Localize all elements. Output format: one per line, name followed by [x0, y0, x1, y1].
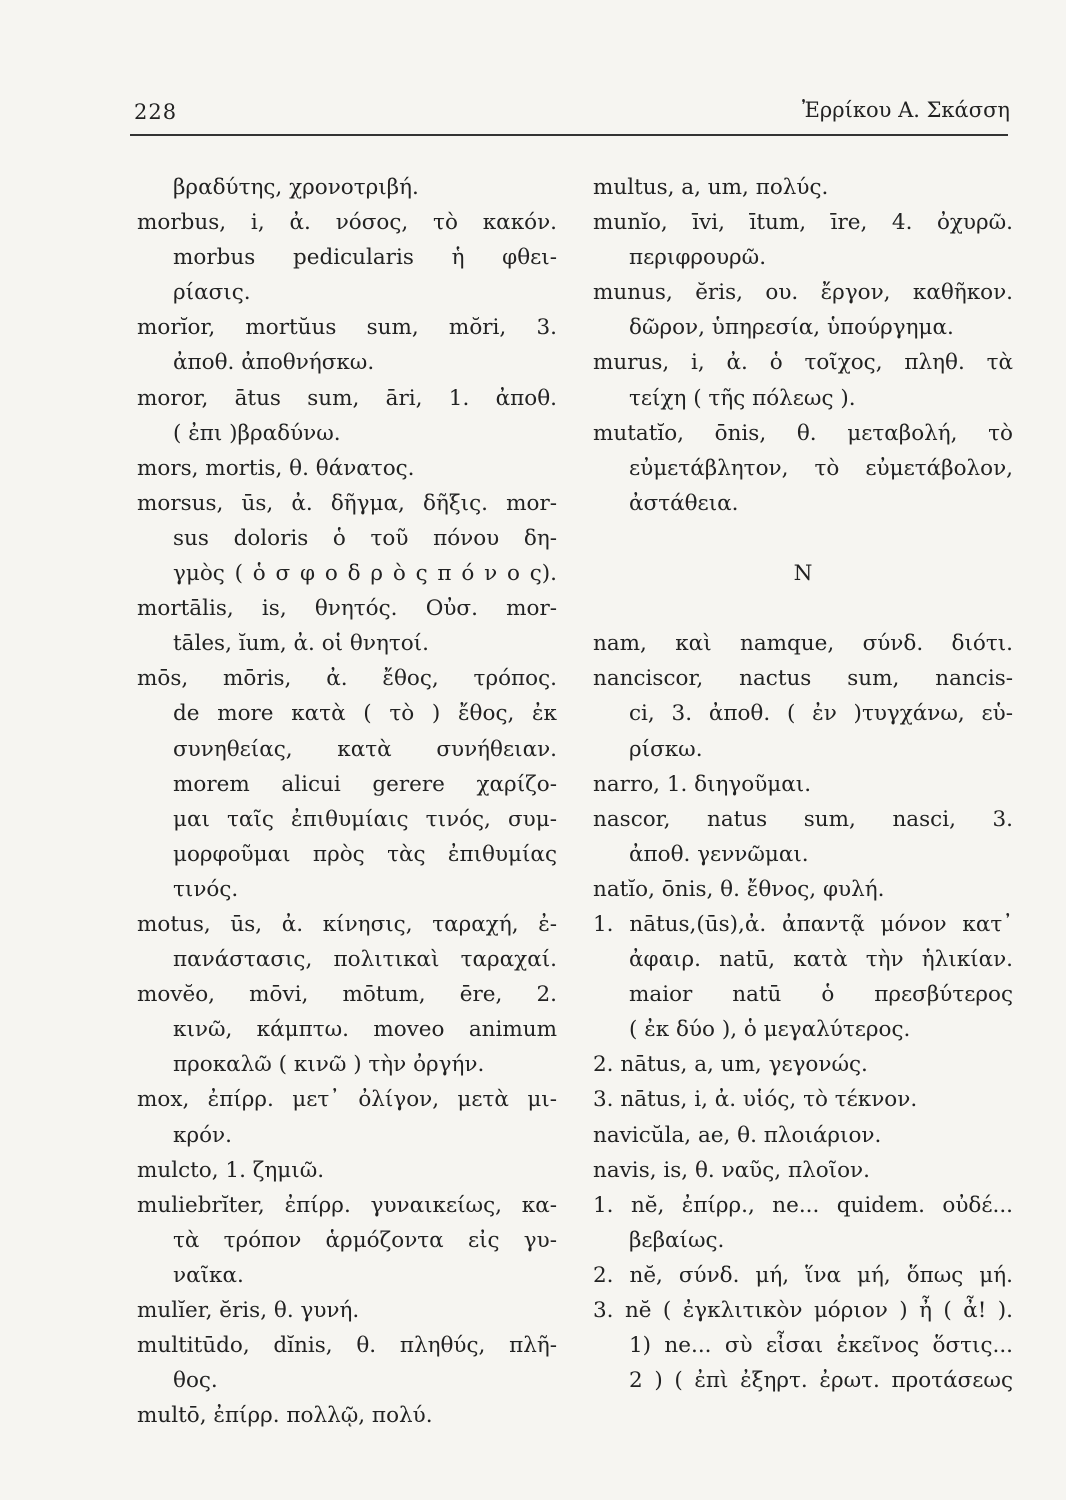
dictionary-line: ἀστάθεια. — [629, 490, 739, 516]
header-rule — [130, 134, 1008, 136]
dictionary-line — [593, 591, 1013, 626]
dictionary-line: narro, 1. διηγοῦμαι. — [593, 771, 812, 797]
dictionary-line: nanciscor, nactus sum, nancis- — [593, 666, 1013, 692]
dictionary-line: 2 ) ( ἐπὶ ἐξηρτ. ἐρωτ. προτάσεως — [629, 1368, 1013, 1394]
dictionary-line: τείχη ( τῆς πόλεως ). — [629, 385, 856, 411]
dictionary-line: mulcto, 1. ζημιῶ. — [137, 1157, 325, 1183]
dictionary-line: morĭor, mortŭus sum, mŏri, 3. — [137, 315, 557, 341]
dictionary-line: ρίσκω. — [629, 736, 703, 762]
dictionary-line: navis, is, θ. ναῦς, πλοῖον. — [593, 1157, 870, 1183]
dictionary-line: de more κατὰ ( τὸ ) ἔθος, ἐκ — [173, 701, 557, 727]
dictionary-line: moror, ātus sum, āri, 1. ἀποθ. — [137, 385, 557, 411]
dictionary-line: munus, ĕris, ου. ἔργον, καθῆκον. — [593, 280, 1013, 306]
dictionary-line: 3. nātus, i, ἀ. υἱός, τὸ τέκνον. — [593, 1087, 918, 1113]
dictionary-line: maior natū ὁ πρεσβύτερος — [629, 982, 1013, 1008]
dictionary-line: δῶρον, ὑπηρεσία, ὑπούργημα. — [629, 315, 954, 341]
dictionary-line: ἀποθ. γεννῶμαι. — [629, 841, 809, 867]
dictionary-line — [593, 521, 1013, 556]
dictionary-line: 1. nĕ, ἐπίρρ., ne... quidem. οὐδέ... — [593, 1192, 1013, 1218]
dictionary-line: τινός. — [173, 876, 239, 902]
dictionary-line: βεβαίως. — [629, 1227, 725, 1253]
dictionary-line: multō, ἐπίρρ. πολλῷ, πολύ. — [137, 1403, 433, 1429]
section-letter: N — [793, 561, 813, 587]
page-header — [130, 92, 1010, 140]
dictionary-line: mulĭer, ĕris, θ. γυνή. — [137, 1298, 360, 1323]
dictionary-line: muliebrĭter, ἐπίρρ. γυναικείως, κα- — [137, 1192, 557, 1218]
dictionary-line: morbus, i, ἀ. νόσος, τὸ κακόν. — [137, 210, 557, 236]
dictionary-line: 1. nātus,(ūs),ἀ. ἀπαντᾷ μόνον κατ᾽ — [593, 911, 1013, 937]
dictionary-line: murus, i, ἀ. ὁ τοῖχος, πληθ. τὰ — [593, 350, 1013, 376]
dictionary-line: movĕo, mōvi, mōtum, ēre, 2. — [137, 982, 557, 1008]
dictionary-line: 1) ne... σὺ εἶσαι ἐκεῖνος ὅστις... — [629, 1333, 1013, 1359]
dictionary-line: πανάστασις, πολιτικαὶ ταραχαί. — [173, 947, 557, 973]
dictionary-line: nascor, natus sum, nasci, 3. — [593, 806, 1013, 832]
dictionary-line: ἀφαιρ. natū, κατὰ τὴν ἡλικίαν. — [629, 947, 1013, 973]
dictionary-line: συνηθείας, κατὰ συνήθειαν. — [173, 736, 557, 762]
dictionary-line: κρόν. — [173, 1122, 232, 1148]
dictionary-line: ci, 3. ἀποθ. ( ἐν )τυγχάνω, εὑ- — [629, 701, 1013, 727]
dictionary-line: 2. nĕ, σύνδ. μή, ἵνα μή, ὅπως μή. — [593, 1262, 1013, 1288]
dictionary-line: προκαλῶ ( κινῶ ) τὴν ὀργήν. — [173, 1052, 485, 1078]
dictionary-line: motus, ūs, ἀ. κίνησις, ταραχή, ἐ- — [137, 911, 557, 937]
dictionary-line: μαι ταῖς ἐπιθυμίαις τινός, συμ- — [173, 806, 557, 832]
dictionary-line: 3. nĕ ( ἐγκλιτικὸν μόριον ) ἦ ( ἆ! ). — [593, 1298, 1013, 1323]
dictionary-line: ( ἐπι )βραδύνω. — [173, 420, 341, 446]
dictionary-line: multus, a, um, πολύς. — [593, 175, 829, 200]
dictionary-line: κινῶ, κάμπτω. moveo animum — [173, 1017, 557, 1043]
dictionary-line: mors, mortis, θ. θάνατος. — [137, 455, 415, 481]
dictionary-line: morem alicui gerere χαρίζο- — [173, 771, 557, 797]
dictionary-line: munĭo, īvi, ītum, īre, 4. ὀχυρῶ. — [593, 210, 1013, 236]
dictionary-line: 2. nātus, a, um, γεγονώς. — [593, 1052, 868, 1078]
dictionary-line: εὐμετάβλητον, τὸ εὐμετάβολον, — [629, 455, 1013, 481]
dictionary-line: nam, καὶ namque, σύνδ. διότι. — [593, 631, 1013, 657]
dictionary-line: τὰ τρόπον ἁρμόζοντα εἰς γυ- — [173, 1227, 557, 1253]
dictionary-line: mox, ἐπίρρ. μετ᾽ ὀλίγον, μετὰ μι- — [137, 1087, 557, 1113]
dictionary-line: μορφοῦμαι πρὸς τὰς ἐπιθυμίας — [173, 841, 557, 867]
dictionary-line: ( ἐκ δύο ), ὁ μεγαλύτερος. — [629, 1017, 911, 1043]
dictionary-line: mutatĭo, ōnis, θ. μεταβολή, τὸ — [593, 420, 1013, 446]
dictionary-line: ἀποθ. ἀποθνήσκω. — [173, 350, 375, 376]
running-head: Ἐρρίκου Α. Σκάσση — [802, 98, 1010, 122]
dictionary-line: tāles, ĭum, ἀ. οἱ θνητοί. — [173, 631, 429, 657]
dictionary-line: navicŭla, ae, θ. πλοιάριον. — [593, 1122, 882, 1148]
dictionary-line: γμὸς ( ὁ σ φ ο δ ρ ὸ ς π ό ν ο ς). — [173, 561, 557, 587]
dictionary-line: ρίασις. — [173, 280, 251, 306]
dictionary-line: περιφρουρῶ. — [629, 245, 767, 271]
dictionary-line: sus doloris ὁ τοῦ πόνου δη- — [173, 525, 557, 551]
dictionary-line: mōs, mōris, ἀ. ἔθος, τρόπος. — [137, 666, 557, 692]
dictionary-line: θος. — [173, 1368, 218, 1394]
dictionary-line: mortālis, is, θνητός. Οὐσ. mor- — [137, 596, 557, 622]
dictionary-line: morsus, ūs, ἀ. δῆγμα, δῆξις. mor- — [137, 490, 557, 516]
dictionary-line: βραδύτης, χρονοτριβή. — [173, 175, 419, 200]
dictionary-line: natĭo, ōnis, θ. ἔθνος, φυλή. — [593, 876, 885, 902]
dictionary-line: ναῖκα. — [173, 1262, 244, 1288]
page-number: 228 — [134, 100, 178, 124]
dictionary-line: multitūdo, dĭnis, θ. πληθύς, πλῆ- — [137, 1333, 557, 1359]
dictionary-line: morbus pedicularis ἡ φθει- — [173, 245, 557, 271]
right-column — [593, 170, 1013, 1398]
left-column — [137, 170, 557, 1433]
